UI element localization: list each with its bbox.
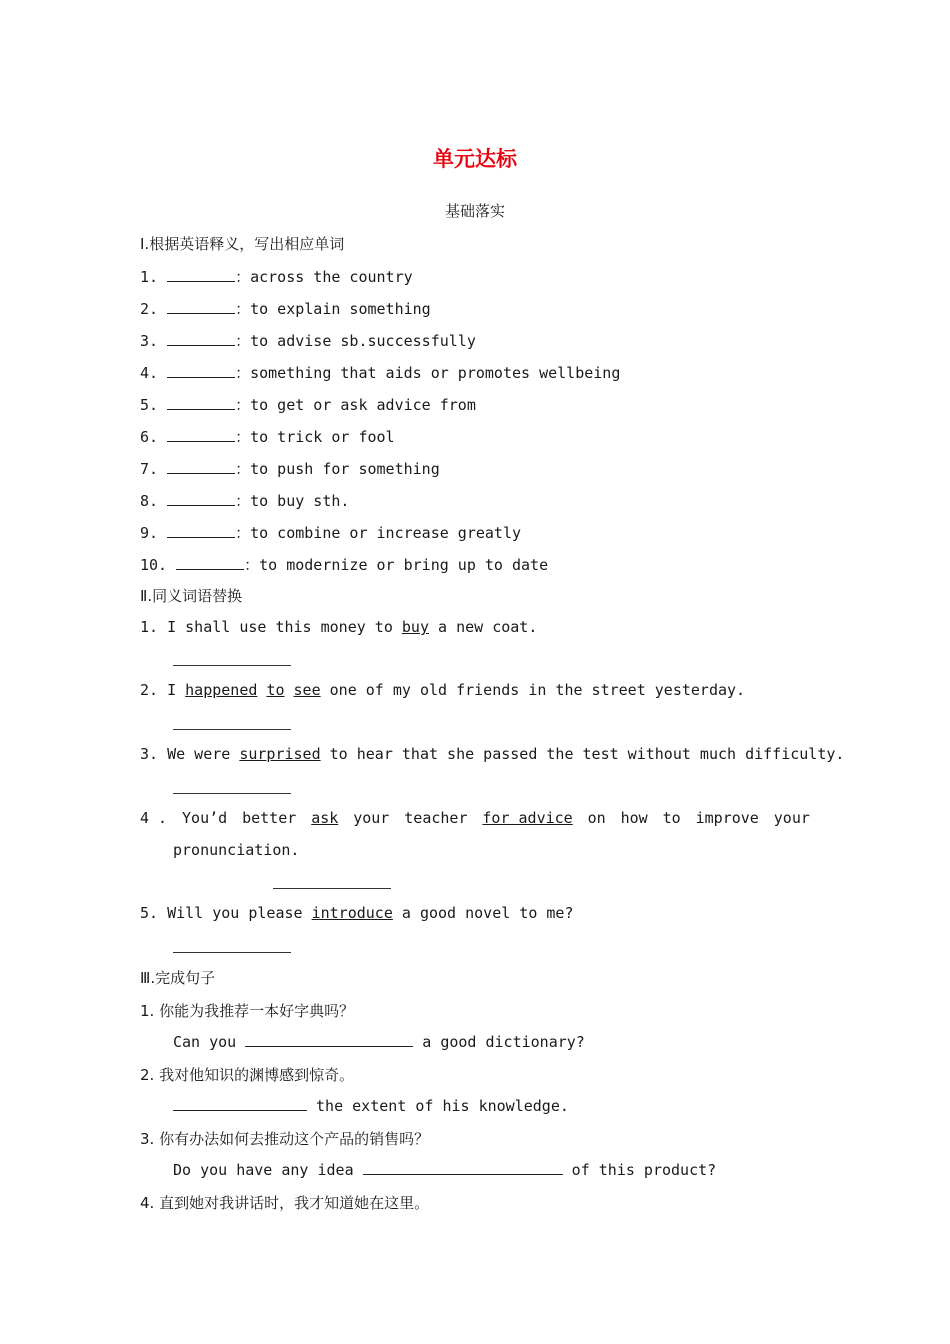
sentence-completion: Can you a good dictionary? (173, 1033, 585, 1051)
answer-blank[interactable] (167, 395, 235, 410)
synonym-item-continuation: pronunciation. (173, 841, 300, 859)
answer-blank[interactable] (167, 491, 235, 506)
definition-item: 3. ：to advise sb.successfully (140, 332, 476, 350)
definition-item: 1. ：across the country (140, 268, 413, 286)
answer-blank[interactable] (245, 1032, 413, 1047)
underlined-word: for advice (482, 809, 573, 827)
underlined-word: see (293, 681, 321, 699)
definition-item: 5. ：to get or ask advice from (140, 396, 476, 414)
underlined-word: happened (185, 681, 258, 699)
sentence-prompt: 1. 你能为我推荐一本好字典吗？ (140, 1002, 355, 1020)
answer-blank[interactable] (167, 427, 235, 442)
definition-item: 7. ：to push for something (140, 460, 440, 478)
definition-item: 10. ：to modernize or bring up to date (140, 556, 549, 574)
underlined-word: introduce (311, 904, 393, 922)
definition-item: 8. ：to buy sth. (140, 492, 350, 510)
answer-blank[interactable] (363, 1160, 563, 1175)
synonym-item: 2. I happened to see one of my old friends in the street yesterday. (140, 681, 746, 699)
answer-blank[interactable] (167, 267, 235, 282)
synonym-item: 3. We were surprised to hear that she passed the test without much difficulty. (140, 745, 845, 763)
sentence-completion: the extent of his knowledge. (173, 1096, 569, 1115)
page-subtitle: 基础落实 (444, 202, 505, 220)
answer-line[interactable] (173, 951, 291, 953)
section3-heading: Ⅲ.完成句子 (140, 969, 216, 987)
answer-blank[interactable] (167, 363, 235, 378)
underlined-word: buy (401, 618, 429, 636)
answer-blank[interactable] (167, 299, 235, 314)
synonym-item: 5. Will you please introduce a good novel to me? (140, 904, 574, 922)
sentence-prompt: 4. 直到她对我讲话时，我才知道她在这里。 (140, 1194, 430, 1212)
definition-item: 6. ：to trick or fool (140, 428, 395, 446)
synonym-item: 4 . You’d better ask your teacher for advice on how to improve your (140, 809, 810, 827)
sentence-completion: Do you have any idea of this product? (173, 1161, 717, 1179)
answer-line[interactable] (273, 887, 391, 889)
section2-heading: Ⅱ.同义词语替换 (140, 587, 243, 605)
answer-line[interactable] (173, 728, 291, 730)
sentence-prompt: 2. 我对他知识的渊博感到惊奇。 (140, 1066, 355, 1084)
definition-item: 2. ：to explain something (140, 300, 431, 318)
answer-blank[interactable] (167, 459, 235, 474)
answer-line[interactable] (173, 664, 291, 666)
answer-line[interactable] (173, 792, 291, 794)
section1-heading: Ⅰ.根据英语释义，写出相应单词 (140, 235, 345, 253)
answer-blank[interactable] (167, 331, 235, 346)
underlined-word: surprised (239, 745, 321, 763)
sentence-prompt: 3. 你有办法如何去推动这个产品的销售吗？ (140, 1130, 430, 1148)
answer-blank[interactable] (167, 523, 235, 538)
page-title: 单元达标 (433, 147, 517, 171)
answer-blank[interactable] (176, 555, 244, 570)
answer-blank[interactable] (173, 1096, 307, 1111)
underlined-word: ask (311, 809, 339, 827)
definition-item: 9. ：to combine or increase greatly (140, 524, 522, 542)
synonym-item: 1. I shall use this money to buy a new coat. (140, 618, 538, 636)
definition-item: 4. ：something that aids or promotes wellbeing (140, 364, 621, 382)
underlined-word: to (266, 681, 285, 699)
